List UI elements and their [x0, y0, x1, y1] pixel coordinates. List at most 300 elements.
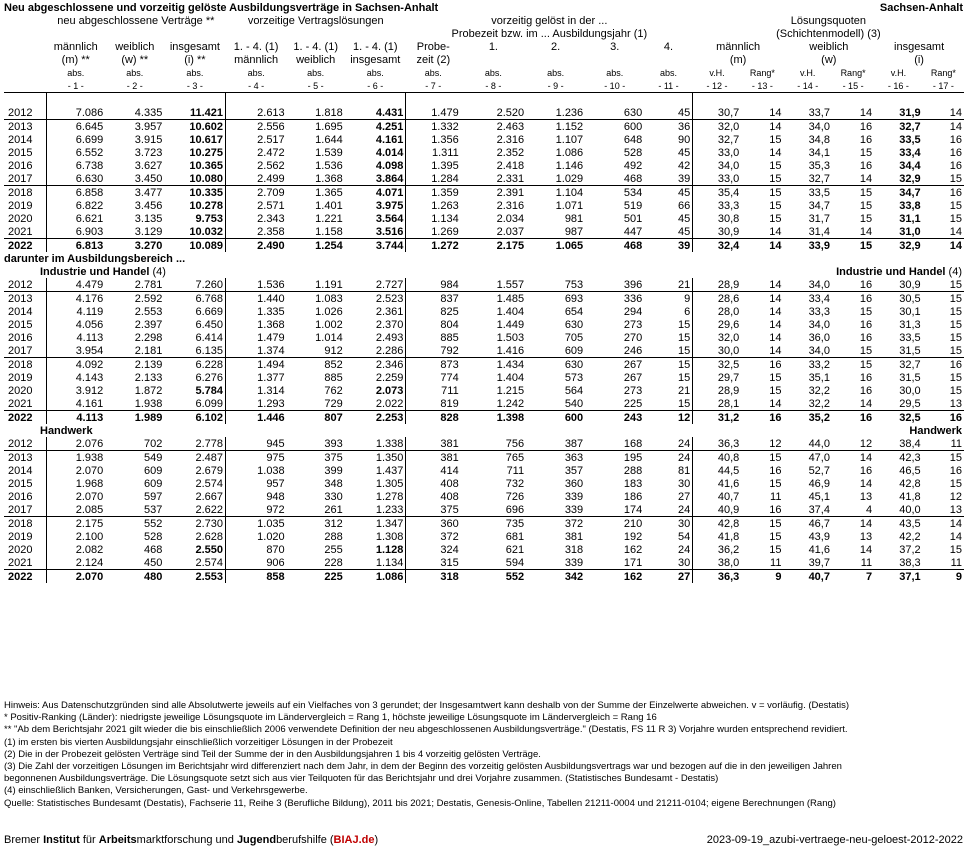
value-cell: 16	[949, 464, 962, 477]
value-cell: 42	[644, 159, 693, 172]
table-row	[4, 172, 964, 186]
year-cell: 2017	[4, 172, 46, 186]
header-row-6	[4, 79, 964, 93]
value-cell: 4.251	[345, 120, 406, 134]
value-cell: 1.401	[315, 199, 343, 212]
value-cell: 348	[324, 477, 343, 490]
value-cell: 1.305	[345, 477, 406, 490]
value-cell: 480	[105, 570, 164, 584]
value-cell: 4.113	[76, 331, 104, 344]
value-cell: 852	[287, 358, 345, 372]
value-cell: 1.242	[496, 397, 525, 410]
value-cell: 1.503	[496, 331, 525, 344]
table-row	[4, 464, 964, 477]
value-cell: 40,8	[693, 451, 742, 465]
value-cell: 16	[859, 384, 873, 397]
table-row	[4, 292, 964, 306]
value-cell: 31,0	[899, 225, 921, 238]
col-number: - 17 -	[923, 79, 964, 93]
value-cell: 11	[770, 490, 782, 503]
value-cell: 16	[859, 464, 873, 477]
header-row-3	[4, 40, 964, 53]
value-cell: 2.298	[134, 331, 163, 344]
value-cell: 1.872	[134, 384, 163, 397]
value-cell: 1.434	[461, 358, 526, 372]
col-header: männlich	[53, 40, 98, 53]
value-cell: 1.404	[496, 305, 525, 318]
value-cell: 261	[324, 503, 343, 516]
section-label-note: (4)	[149, 265, 166, 278]
value-cell: 270	[623, 331, 643, 344]
value-cell: 14	[859, 477, 873, 490]
value-cell: 288	[324, 530, 343, 543]
value-cell: 16	[859, 331, 873, 344]
table-row	[4, 371, 964, 384]
value-cell: 948	[266, 490, 285, 503]
value-cell: 225	[623, 397, 643, 410]
value-cell: 399	[324, 464, 343, 477]
value-cell: 2.316	[496, 199, 525, 212]
value-cell: 90	[644, 133, 693, 146]
credit-text: marktforschung und	[136, 834, 237, 846]
table-row	[4, 437, 964, 451]
value-cell: 66	[644, 199, 693, 212]
value-cell: 2.391	[461, 186, 526, 200]
value-cell: 2.100	[75, 530, 104, 543]
table-row	[4, 397, 964, 411]
col-header: männlich	[234, 53, 279, 66]
table-row	[4, 556, 964, 570]
value-cell: 2.667	[164, 490, 225, 503]
value-cell: 1.485	[461, 292, 526, 306]
value-cell: 10.602	[164, 120, 225, 134]
value-cell: 14	[923, 120, 964, 134]
page-title: Neu abgeschlossene und vorzeitig gelöste Ausbildungsverträge in Sachsen-Anhalt	[4, 2, 439, 14]
value-cell: 15	[859, 199, 873, 212]
value-cell: 162	[623, 543, 643, 556]
value-cell: 10.365	[164, 159, 225, 172]
value-cell: 573	[564, 371, 584, 384]
value-cell: 34,0	[808, 318, 830, 331]
value-cell: 3.129	[134, 225, 163, 238]
value-cell: 12	[769, 437, 782, 450]
col-number: - 6 -	[345, 79, 406, 93]
value-cell: 1.359	[406, 186, 461, 200]
value-cell: 35,1	[808, 371, 830, 384]
value-cell: 414	[440, 464, 459, 477]
value-cell: 1.254	[287, 239, 345, 253]
value-cell: 4.161	[75, 397, 104, 410]
value-cell: 42,3	[874, 451, 923, 465]
year-cell: 2022	[4, 411, 46, 425]
value-cell: 38,3	[899, 556, 921, 569]
col-header: weiblich	[115, 40, 155, 53]
value-cell: 3.477	[105, 186, 164, 200]
year-cell: 2018	[4, 517, 46, 531]
value-cell: 27	[644, 570, 693, 584]
table-row	[4, 384, 964, 397]
value-cell: 2.463	[461, 120, 526, 134]
value-cell: 1.644	[315, 133, 343, 146]
value-cell: 609	[143, 477, 163, 490]
value-cell: 1.293	[257, 397, 285, 410]
value-cell: 37,2	[899, 543, 921, 556]
value-cell: 1.083	[287, 292, 345, 306]
value-cell: 16	[923, 186, 964, 200]
col-header: männlich	[716, 40, 761, 53]
value-cell: 31,9	[899, 106, 921, 119]
col-number: - 9 -	[526, 79, 585, 93]
table-row	[4, 212, 964, 225]
value-cell: 33,9	[783, 239, 832, 253]
value-cell: 14	[949, 530, 962, 543]
section-crafts	[4, 424, 964, 437]
value-cell: 1.365	[287, 186, 345, 200]
value-cell: 14	[859, 225, 873, 238]
year-cell: 2014	[4, 464, 46, 477]
region-label: Sachsen-Anhalt	[879, 2, 963, 14]
value-cell: 2.517	[257, 133, 285, 146]
value-cell: 2.730	[164, 517, 225, 531]
value-cell: 6.552	[75, 146, 104, 159]
institute-credit	[4, 834, 378, 846]
credit-text: Institut	[43, 834, 80, 846]
value-cell: 1.014	[315, 331, 343, 344]
section-label: Industrie und Handel	[40, 265, 150, 278]
value-cell: 32,7	[717, 133, 740, 146]
value-cell: 16	[949, 133, 962, 146]
value-cell: 396	[623, 278, 643, 291]
footnote: * Positiv-Ranking (Länder): niedrigste jeweilige Lösungsquote im Ländervergleich = Rang 1, höchste jeweilige Lösungsquote im Ländervergleich = Rang 16	[4, 712, 657, 724]
value-cell: 14	[769, 397, 782, 410]
value-cell: 39	[644, 239, 693, 253]
col-header: insgesamt	[894, 40, 945, 53]
table-row	[4, 543, 964, 556]
value-cell: 1.026	[315, 305, 343, 318]
value-cell: 16	[859, 318, 873, 331]
biaj-link[interactable]: BIAJ.de	[333, 834, 375, 846]
value-cell: 273	[623, 318, 643, 331]
year-cell: 2014	[4, 305, 46, 318]
col-header: (w)	[821, 53, 837, 66]
header-group-new-contracts: neu abgeschlossene Verträge **	[57, 14, 215, 27]
value-cell: 14	[859, 106, 873, 119]
value-cell: 34,0	[717, 159, 740, 172]
footnote: begonnenen Ausbildungsverträge. Die Lösungsquote setzt sich aus vier Teilquoten für das Berichtsjahr und drei Vorjahre zusammen. (Statistisches Bundesamt - Destatis)	[4, 773, 719, 785]
value-cell: 30,9	[899, 278, 921, 291]
value-cell: 30,5	[874, 292, 923, 306]
source-note: Quelle: Statistisches Bundesamt (Destatis), Fachserie 11, Reihe 3 (Berufliche Bildung), 2011 bis 2021; Destatis, Genesis-Online, Tabellen 21211-0004 und 21211-0104; eigene Berechnungen (Rang)	[4, 797, 836, 809]
value-cell: 1.440	[226, 292, 287, 306]
value-cell: 825	[440, 305, 459, 318]
year-cell: 2019	[4, 530, 46, 543]
value-cell: 162	[585, 570, 644, 584]
value-cell: 24	[644, 451, 693, 465]
table-row	[4, 106, 964, 120]
value-cell: 1.086	[555, 146, 584, 159]
col-header: 1. - 4. (1)	[352, 40, 398, 53]
value-cell: 31,1	[899, 212, 921, 225]
value-cell: 1.437	[345, 464, 406, 477]
value-cell: 30,8	[717, 212, 740, 225]
year-cell: 2015	[4, 146, 46, 159]
value-cell: 30,0	[899, 384, 921, 397]
value-cell: 630	[564, 318, 584, 331]
value-cell: 36,2	[717, 543, 740, 556]
value-cell: 3.723	[134, 146, 163, 159]
value-cell: 32,7	[874, 358, 923, 372]
value-cell: 1.539	[315, 146, 343, 159]
value-cell: 2.352	[496, 146, 525, 159]
data-table	[4, 14, 964, 583]
value-cell: 2.070	[75, 490, 104, 503]
value-cell: 34,4	[899, 159, 921, 172]
unit-label: abs.	[186, 67, 204, 78]
value-cell: 2.490	[226, 239, 287, 253]
value-cell: 945	[266, 437, 285, 450]
value-cell: 594	[505, 556, 525, 569]
header-row-4	[4, 53, 964, 66]
year-cell: 2017	[4, 344, 46, 358]
value-cell: 14	[923, 239, 964, 253]
value-cell: 45	[644, 212, 693, 225]
value-cell: 14	[769, 278, 782, 291]
value-cell: 5.784	[164, 384, 225, 397]
value-cell: 30	[644, 477, 693, 490]
value-cell: 342	[526, 570, 585, 584]
value-cell: 705	[564, 331, 584, 344]
value-cell: 210	[585, 517, 644, 531]
value-cell: 3.957	[105, 120, 164, 134]
year-cell: 2022	[4, 570, 46, 584]
value-cell: 762	[324, 384, 343, 397]
value-cell: 2.361	[345, 305, 406, 318]
value-cell: 1.035	[226, 517, 287, 531]
value-cell: 1.338	[345, 437, 406, 451]
value-cell: 37,4	[808, 503, 830, 516]
value-cell: 2.133	[134, 371, 163, 384]
year-cell: 2012	[4, 278, 46, 292]
value-cell: 246	[623, 344, 643, 357]
section-industry-trade	[4, 265, 964, 278]
value-cell: 3.450	[134, 172, 163, 185]
value-cell: 13	[859, 530, 873, 543]
value-cell: 11	[770, 556, 782, 569]
value-cell: 819	[440, 397, 459, 410]
value-cell: 43,5	[874, 517, 923, 531]
value-cell: 2.553	[164, 570, 225, 584]
value-cell: 14	[769, 106, 782, 119]
value-cell: 14	[741, 120, 783, 134]
value-cell: 2.070	[75, 464, 104, 477]
value-cell: 41,6	[717, 477, 740, 490]
value-cell: 792	[440, 344, 459, 357]
credit-text: Arbeits	[98, 834, 137, 846]
value-cell: 1.404	[496, 371, 525, 384]
value-cell: 1.356	[431, 133, 459, 146]
value-cell: 654	[564, 305, 584, 318]
value-cell: 15	[644, 397, 693, 411]
col-header: Probe-	[416, 40, 450, 53]
value-cell: 42,8	[693, 517, 742, 531]
value-cell: 6.645	[46, 120, 105, 134]
value-cell: 339	[564, 490, 584, 503]
table-row	[4, 305, 964, 318]
header-row-1	[4, 14, 964, 27]
value-cell: 15	[949, 371, 962, 384]
value-cell: 2.073	[345, 384, 406, 397]
table-row	[4, 530, 964, 543]
value-cell: 873	[406, 358, 461, 372]
value-cell: 3.516	[345, 225, 406, 239]
spacer-row	[4, 93, 964, 107]
value-cell: 2.286	[345, 344, 406, 358]
value-cell: 15	[832, 186, 874, 200]
value-cell: 381	[440, 437, 459, 450]
year-cell: 2019	[4, 371, 46, 384]
value-cell: 32,4	[693, 239, 742, 253]
value-cell: 318	[564, 543, 584, 556]
value-cell: 24	[644, 503, 693, 517]
value-cell: 324	[440, 543, 459, 556]
value-cell: 1.221	[315, 212, 343, 225]
value-cell: 711	[506, 464, 525, 477]
value-cell: 564	[564, 384, 584, 397]
col-number: - 15 -	[832, 79, 874, 93]
value-cell: 2.622	[164, 503, 225, 517]
unit-label: abs.	[606, 67, 624, 78]
value-cell: 2.082	[75, 543, 104, 556]
value-cell: 357	[564, 464, 584, 477]
year-cell: 2014	[4, 133, 46, 146]
value-cell: 1.494	[226, 358, 287, 372]
value-cell: 2.550	[164, 543, 225, 556]
col-header: (m)	[729, 53, 747, 66]
value-cell: 804	[440, 318, 459, 331]
value-cell: 1.395	[431, 159, 459, 172]
col-header: insgesamt	[169, 40, 220, 53]
value-cell: 6.228	[164, 358, 225, 372]
value-cell: 2.358	[257, 225, 285, 238]
col-header: (i)	[914, 53, 924, 66]
value-cell: 10.278	[164, 199, 225, 212]
value-cell: 1.536	[257, 278, 285, 291]
value-cell: 3.954	[75, 344, 104, 357]
value-cell: 15	[949, 384, 962, 397]
unit-label: Rang*	[749, 67, 775, 78]
value-cell: 6.699	[75, 133, 104, 146]
value-cell: 39	[644, 172, 693, 186]
col-number: - 11 -	[644, 79, 693, 93]
value-cell: 15	[949, 344, 962, 357]
value-cell: 4.056	[75, 318, 104, 331]
value-cell: 4.176	[46, 292, 105, 306]
value-cell: 2.175	[46, 517, 105, 531]
value-cell: 807	[287, 411, 345, 425]
value-cell: 16	[769, 503, 782, 516]
value-cell: 1.278	[345, 490, 406, 503]
value-cell: 975	[226, 451, 287, 465]
value-cell: 7.086	[75, 106, 104, 119]
credit-text: für	[79, 834, 99, 846]
value-cell: 46,7	[783, 517, 832, 531]
value-cell: 2.520	[496, 106, 525, 119]
value-cell: 16	[923, 358, 964, 372]
value-cell: 45	[644, 225, 693, 239]
year-cell: 2018	[4, 186, 46, 200]
year-cell: 2016	[4, 490, 46, 503]
table-row	[4, 120, 964, 134]
value-cell: 1.308	[345, 530, 406, 543]
unit-label: v.H.	[800, 67, 816, 78]
value-cell: 15	[769, 133, 782, 146]
year-cell: 2019	[4, 199, 46, 212]
col-number: - 12 -	[693, 79, 742, 93]
footnote: ** "Ab dem Berichtsjahr 2021 gilt wieder die bis einschließlich 2006 verwendete Definition der neu abgeschlossenen Ausbildungsverträge." (Destatis, FS 11 R 3) Vorjahre wurden entsprechend revidiert.	[4, 724, 848, 736]
value-cell: 1.128	[345, 543, 406, 556]
value-cell: 45	[644, 186, 693, 200]
value-cell: 765	[461, 451, 526, 465]
value-cell: 16	[832, 120, 874, 134]
value-cell: 32,7	[808, 172, 830, 185]
value-cell: 501	[623, 212, 643, 225]
value-cell: 30,9	[717, 225, 740, 238]
value-cell: 33,0	[717, 172, 740, 185]
value-cell: 243	[585, 411, 644, 425]
value-cell: 600	[526, 411, 585, 425]
value-cell: 15	[644, 344, 693, 358]
value-cell: 774	[440, 371, 459, 384]
value-cell: 621	[505, 543, 525, 556]
value-cell: 6.450	[164, 318, 225, 331]
table-row	[4, 344, 964, 358]
value-cell: 711	[441, 384, 459, 397]
value-cell: 28,1	[717, 397, 740, 410]
value-cell: 52,7	[808, 464, 830, 477]
value-cell: 2.085	[75, 503, 104, 516]
value-cell: 1.029	[555, 172, 584, 185]
value-cell: 972	[266, 503, 285, 516]
value-cell: 34,7	[808, 199, 830, 212]
value-cell: 3.456	[134, 199, 163, 212]
value-cell: 4.119	[76, 305, 104, 318]
year-cell: 2021	[4, 556, 46, 570]
value-cell: 43,9	[808, 530, 830, 543]
value-cell: 168	[623, 437, 643, 450]
table-row	[4, 570, 964, 584]
value-cell: 885	[440, 331, 459, 344]
value-cell: 1.695	[287, 120, 345, 134]
value-cell: 6.099	[164, 397, 225, 411]
value-cell: 16	[832, 411, 874, 425]
footnotes	[4, 700, 964, 810]
value-cell: 1.416	[496, 344, 525, 357]
footnote: (3) Die Zahl der vorzeitigen Lösungen im Berichtsjahr wird differenziert nach dem Jahr, in dem der Beginn des vorzeitig gelösten Ausbildungsvertrags war und bezogen auf die in den jeweiligen Jahren	[4, 761, 842, 773]
value-cell: 3.864	[345, 172, 406, 186]
table-row	[4, 503, 964, 517]
section-label: darunter im Ausbildungsbereich ...	[4, 252, 186, 265]
value-cell: 6.858	[46, 186, 105, 200]
value-cell: 2.592	[105, 292, 164, 306]
value-cell: 15	[949, 543, 962, 556]
value-cell: 1.368	[315, 172, 343, 185]
value-cell: 6.621	[75, 212, 104, 225]
value-cell: 12	[644, 411, 693, 425]
value-cell: 858	[226, 570, 287, 584]
year-cell: 2016	[4, 159, 46, 172]
value-cell: 35,3	[808, 159, 830, 172]
value-cell: 15	[741, 517, 783, 531]
